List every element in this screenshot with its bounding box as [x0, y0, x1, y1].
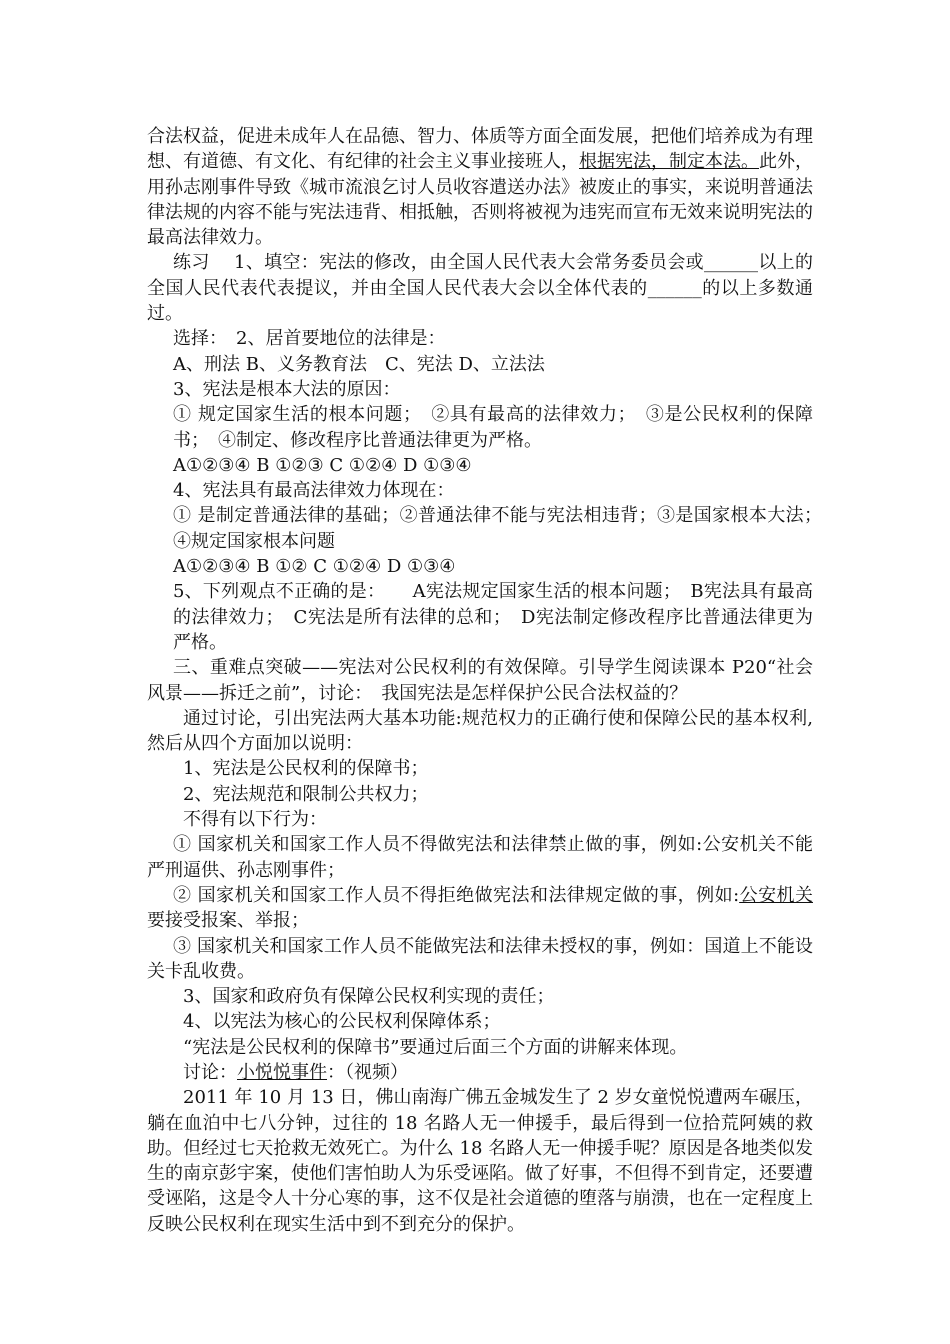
document-page: [147, 124, 831, 1237]
underlined-phrase: 公安机关: [739, 884, 813, 906]
paragraph-case: 2011 年 10 月 13 日，佛山南海广佛五金城发生了 2 岁女童悦悦遭两车碾压，躺在血泊中七八分钟，过往的 18 名路人无一伸援手，最后得到一位拾荒阿姨的救助。但经过七天抢救无效死亡。为什么 18 名路人无一伸援手呢？原因是各地类似发生的南京彭宇案，使他们害怕助人为乐受诬陷。做了好事，不但得不到肯定，还要遭受诬陷，这是令人十分心寒的事，这不仅是社会道德的堕落与崩溃，也在一定程度上反映公民权利在现实生活中到不到充分的保护。: [147, 1087, 813, 1235]
bullet-3: ③ 国家机关和国家工作人员不能做宪法和法律未授权的事，例如：国道上不能设关卡乱收费。: [147, 935, 813, 982]
section-three-heading: 三、重难点突破——宪法对公民权利的有效保障。引导学生阅读课本 P20“社会风景——拆迁之前”，讨论： 我国宪法是怎样保护公民合法权益的？: [147, 657, 813, 704]
exercise-choice-3: 3、宪法是根本大法的原因：: [173, 378, 401, 400]
list-item-3: 3、国家和政府负有保障公民权利实现的责任；: [183, 986, 555, 1008]
paragraph-intro: 合法权益，促进未成年人在品德、智力、体质等方面全面发展，把他们培养成为有理想、有道德、有文化、有纪律的社会主义事业接班人，根据宪法，制定本法。此外，用孙志刚事件导致《城市流浪乞讨人员收容遣送办法》被废止的事实，来说明普通法律法规的内容不能与宪法违背、相抵触，否则将被视为违宪而宣布无效来说明宪法的最高法律效力。: [147, 126, 813, 249]
exercise-choice-4-items: ① 是制定普通法律的基础；②普通法律不能与宪法相违背；③是国家根本大法； ④规定国家根本问题: [173, 505, 831, 552]
underlined-phrase: 小悦悦事件: [237, 1061, 327, 1083]
bullet-1: ① 国家机关和国家工作人员不得做宪法和法律禁止做的事，例如:公安机关不能严刑逼供、孙志刚事件；: [147, 834, 813, 881]
exercise-fill-blank: 练习 1、填空：宪法的修改，由全国人民代表大会常务委员会或______以上的全国人民代表代表提议，并由全国人民代表大会以全体代表的______的以上多数通过。: [147, 252, 813, 325]
list-item-2-sub: 不得有以下行为：: [183, 809, 327, 831]
exercise-choice-4: 4、宪法具有最高法律效力体现在：: [173, 480, 455, 502]
exercise-choice-5: 5、下列观点不正确的是： A宪法规定国家生活的根本问题； B宪法具有最高的法律效力； C宪法是所有法律的总和； D宪法制定修改程序比普通法律更为严格。: [173, 581, 813, 653]
exercise-choice-3-options: A①②③④ B ①②③ C ①②④ D ①③④: [173, 454, 472, 476]
quote-line: “宪法是公民权利的保障书”要通过后面三个方面的讲解来体现。: [183, 1036, 688, 1058]
list-item-4: 4、以宪法为核心的公民权利保障体系；: [183, 1011, 501, 1033]
exercise-choice-3-items: ① 规定国家生活的根本问题； ②具有最高的法律效力； ③是公民权利的保障书； ④制定、修改程序比普通法律更为严格。: [173, 404, 813, 451]
exercise-choice-2-options: A、刑法 B、义务教育法 C、宪法 D、立法法: [173, 353, 545, 375]
exercise-choice-4-options: A①②③④ B ①② C ①②④ D ①③④: [173, 556, 456, 578]
list-item-2: 2、宪法规范和限制公共权力；: [183, 783, 429, 805]
discussion-line: 讨论：小悦悦事件：（视频）: [183, 1061, 408, 1083]
paragraph-discussion: 通过讨论，引出宪法两大基本功能:规范权力的正确行使和保障公民的基本权利,然后从四个方面加以说明：: [147, 707, 813, 755]
bullet-2: ② 国家机关和国家工作人员不得拒绝做宪法和法律规定做的事，例如:公安机关要接受报案、举报；: [147, 884, 813, 932]
exercise-choice-2: 选择： 2、居首要地位的法律是：: [173, 328, 446, 350]
list-item-1: 1、宪法是公民权利的保障书；: [183, 758, 429, 780]
underlined-phrase: 根据宪法，制定本法。: [579, 151, 759, 173]
